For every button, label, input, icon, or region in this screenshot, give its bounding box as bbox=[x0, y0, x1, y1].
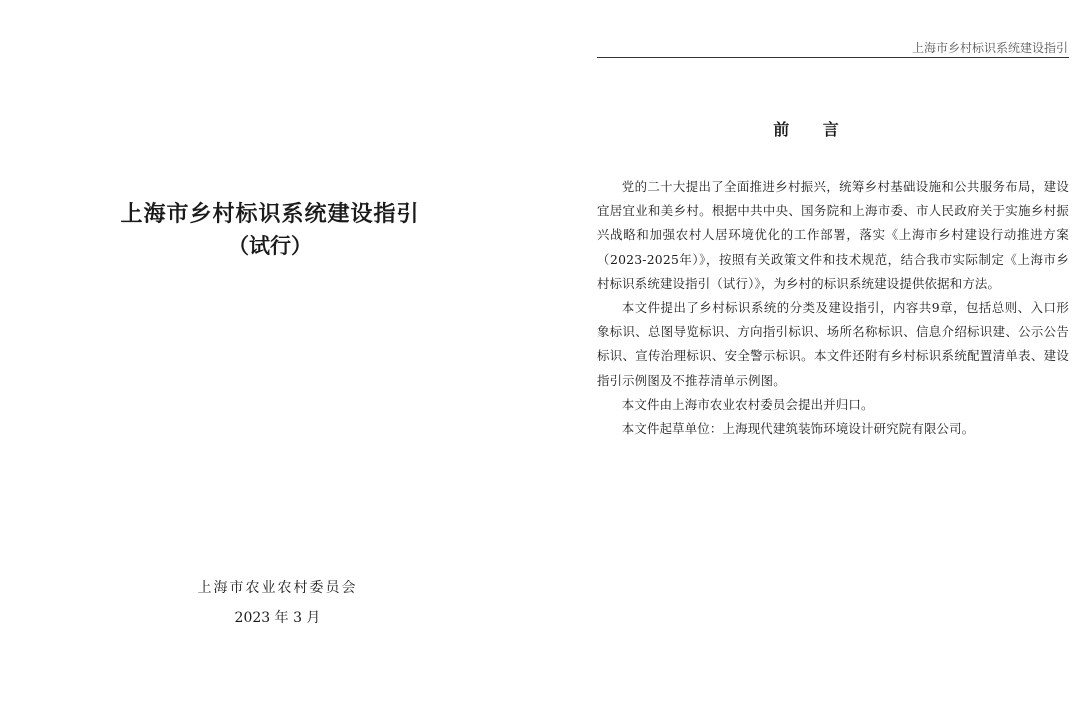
preface-page bbox=[540, 0, 1080, 720]
preface-paragraph: 本文件提出了乡村标识系统的分类及建设指引，内容共9章，包括总则、入口形象标识、总图导览标识、方向指引标识、场所名称标识、信息介绍标识建、公示公告标识、宣传治理标识、安全警示标识。本文件还附有乡村标识系统配置清单表、建设指引示例图及不推荐清单示例图。 bbox=[597, 300, 1069, 388]
issue-date: 2023 年 3 月 bbox=[234, 610, 321, 626]
preface-body bbox=[597, 175, 1069, 441]
preface-paragraph: 本文件由上海市农业农村委员会提出并归口。 bbox=[621, 396, 874, 412]
preface-paragraph: 本文件起草单位：上海现代建筑装饰环境设计研究院有限公司。 bbox=[621, 421, 975, 437]
header-divider bbox=[597, 57, 1069, 58]
running-header: 上海市乡村标识系统建设指引 bbox=[911, 41, 1068, 55]
document-subtitle: （试行） bbox=[228, 234, 312, 258]
preface-paragraph: 党的二十大提出了全面推进乡村振兴，统筹乡村基础设施和公共服务布局，建设宜居宜业和美乡村。根据中共中央、国务院和上海市委、市人民政府关于实施乡村振兴战略和加强农村人居环境优化的工作部署，落实《上海市乡村建设行动推进方案（2023-2025年）》，按照有关政策文件和技术规范，结合我市实际制定《上海市乡村标识系统建设指引（试行）》，为乡村的标识系统建设提供依据和方法。 bbox=[597, 179, 1069, 291]
issuing-authority: 上海市农业农村委员会 bbox=[197, 580, 358, 596]
preface-heading: 前 言 bbox=[773, 120, 853, 139]
document-title: 上海市乡村标识系统建设指引 bbox=[120, 202, 420, 227]
